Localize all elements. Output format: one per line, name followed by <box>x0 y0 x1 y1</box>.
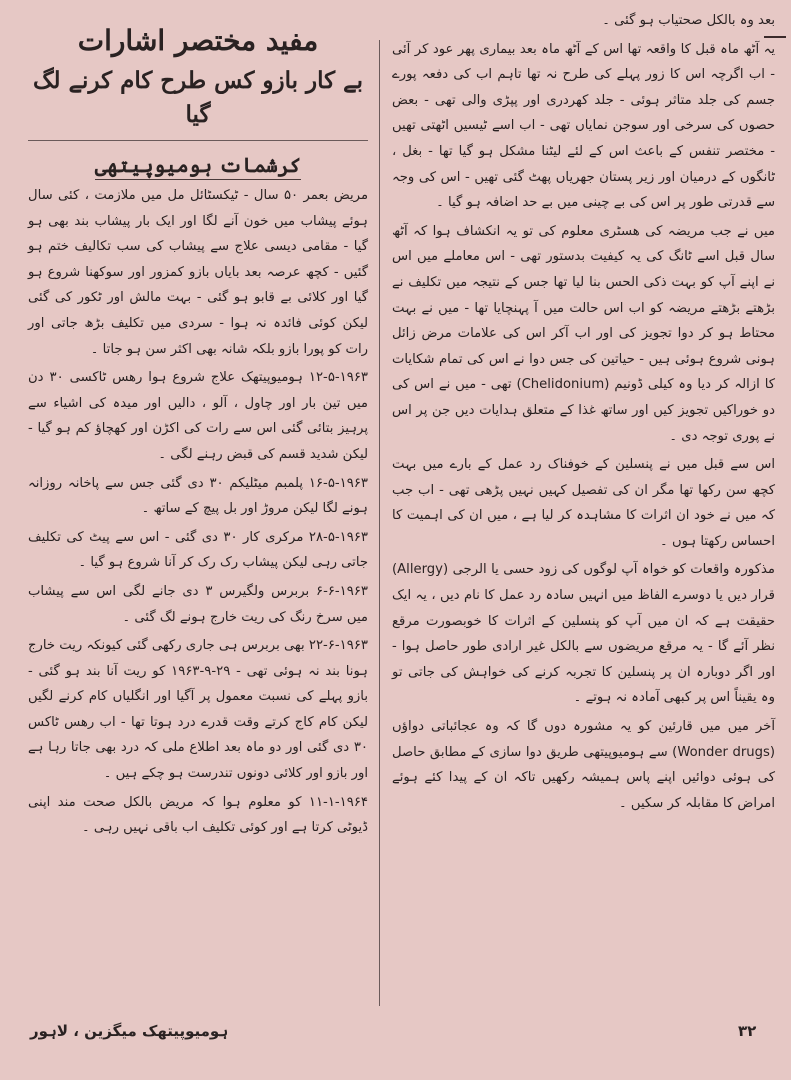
body-paragraph: مذکورہ واقعات کو خواہ آپ لوگوں کی زود حسی یا الرجی (Allergy) قرار دیں یا دوسرے الفاظ میں انہیں سادہ رد عمل کا نام دیں ، یہ ایک حقیقت ہے کہ ان میں آپ کو پنسلین کے اثرات کا خوبصورت مرقع نظر آئے گا - یہ مرقع مریضوں سے بالکل غیر ارادی طور حاصل ہوا - اور اگر دوبارہ ان پر پنسلین کا تجربہ کرنے کی خواہش کی جاتی تو وہ یقیناً اس پر کبھی آمادہ نہ ہوتے ۔ <box>392 562 775 706</box>
body-paragraph: آخر میں میں قارئین کو یہ مشورہ دوں گا کہ وہ عجائباتی دواؤں (Wonder drugs) سے ہومیوپیتھی طریق دوا سازی کے مطابق حاصل کی ہوئی دوائیں اپنے پاس ہمیشہ رکھیں تاکہ ان کے پیدا کئے ہوئے امراض کا مقابلہ کر سکیں ۔ <box>392 719 775 811</box>
case-paragraph: ۶-۶-۱۹۶۳ بربرس ولگیرس ۳ دی جانے لگی اس سے پیشاب میں سرخ رنگ کی ریت خارج ہونے لگ گئی ۔ <box>28 583 369 625</box>
right-column <box>392 8 775 819</box>
page-number: ۳۲ <box>738 1022 757 1040</box>
body-paragraph: یہ آٹھ ماہ قبل کا واقعہ تھا اس کے آٹھ ماہ بعد بیماری پھر عود کر آئی - اب اگرچہ اس کا زور پہلے کی طرح نہ تھا تاہم اب کی دفعہ پورے جسم کی جلد متاثر ہوئی - جلد کھردری اور پپڑی والی تھی - بعض حصوں کی سرخی اور سوجن نمایاں تھی - اب اسے ٹیسیں اٹھتی تھیں - مختصر تنفس کے باعث اس کے لئے لیٹنا مشکل ہو گیا تھا - بغل ، ٹانگوں کے درمیان اور زیر پستان جھریاں پھٹ گئی تھیں - اس کی وجہ سے قدرتی طور پر اس کی بے چینی میں بے حد اضافہ ہو گیا ۔ <box>392 41 775 211</box>
left-column <box>28 24 368 844</box>
title-divider <box>28 140 368 141</box>
section-heading <box>28 151 368 179</box>
section-heading-text: کرشمات ہومیوپیتھی <box>95 153 301 180</box>
case-paragraph: ۲۸-۵-۱۹۶۳ مرکری کار ۳۰ دی گئی - اس سے پیٹ کی تکلیف جاتی رہی لیکن پیشاب رک رک کر آنا شروع ہو گیا ۔ <box>28 529 368 571</box>
body-paragraph: اس سے قبل میں نے پنسلین کے خوفناک رد عمل کے بارے میں بہت کچھ سن رکھا تھا مگر ان کی تفصیل کہیں نہیں پڑھی تھی - اب جب کہ میں نے خود ان اثرات کا مشاہدہ کر لیا ہے ، میں ان کی اہمیت کا احساس رکھتا ہوں ۔ <box>392 457 775 549</box>
case-paragraph: مریض بعمر ۵۰ سال - ٹیکسٹائل مل میں ملازمت ، کئی سال ہوئے پیشاب میں خون آنے لگا اور ایک بار پیشاب بند بھی ہو گیا - مقامی دیسی علاج سے پیشاب کی سب تکالیف ختم ہو گئیں - کچھ عرصہ بعد بایاں بازو کمزور اور سوکھنا شروع ہو گیا اور کلائی بے قابو ہو گئی - بہت مالش اور ٹکور کی گئی لیکن کوئی فائدہ نہ ہوا - سردی میں تکلیف بڑھ جاتی اور رات کو پورا بازو بلکہ شانہ بھی اکثر سن ہو جاتا ۔ <box>28 188 369 357</box>
body-paragraph: میں نے جب مریضہ کی ھسٹری معلوم کی تو یہ انکشاف ہوا کہ آٹھ سال قبل اسے ٹانگ کی یہ کیفیت بدستور تھی - اس معاملے میں اس نے اپنے آپ کو بہت ذکی الحس بنا لیا تھا جس کے نتیجہ میں تکلیف نے بڑھتے بڑھتے مریضہ کو اب اس حالت میں آ پہنچایا تھا - میں نے بہت محتاط ہو کر دوا تجویز کی اور اب آکر اس کی علامات مرض زائل ہونی شروع ہوئی ہیں - حیاتین کی جس دوا نے اس کی تمام شکایات کا ازالہ کر دیا وہ کیلی ڈونیم (Chelidonium) تھی - میں نے اس کی دو خوراکیں تجویز کیں اور ساتھ غذا کے متعلق ہدایات دیں جن پر اس نے پوری توجہ دی ۔ <box>392 223 775 444</box>
case-paragraph: ۲۲-۶-۱۹۶۳ بھی بربرس ہی جاری رکھی گئی کیونکہ ریت خارج ہونا بند نہ ہوئی تھی - ۲۹-۹-۱۹۶۳ کو ریت آنا بند ہو گئی - بازو پہلے کی نسبت معمول پر آگیا اور انگلیاں کام کرنے لگیں لیکن کام کاج کرتے وقت قدرے درد ہوتا تھا - اب رھس ٹاکس ۳۰ دی گئی اور دو ماہ بعد اطلاع ملی کہ درد بھی جاتا رہا ہے اور بازو اور کلائی دونوں تندرست ہو چکے ہیں ۔ <box>28 638 368 782</box>
footer-publication: ہومیوپیتھک میگزین ، لاہور <box>30 1022 229 1040</box>
article-title: مفید مختصر اشارات <box>77 24 319 57</box>
article-subtitle: بے کار بازو کس طرح کام کرنے لگ گیا <box>32 67 364 128</box>
case-paragraph: ۱۱-۱-۱۹۶۴ کو معلوم ہوا کہ مریض بالکل صحت مند اپنی ڈیوٹی کرتا ہے اور کوئی تکلیف اب باقی نہیں رہی ۔ <box>28 794 368 836</box>
case-paragraph: ۱۶-۵-۱۹۶۳ پلمبم میٹلیکم ۳۰ دی گئی جس سے پاخانہ روزانہ ہونے لگا لیکن مروڑ اور بل پیچ کے ساتھ ۔ <box>28 475 368 517</box>
case-paragraph: ۱۲-۵-۱۹۶۳ ہومیوپیتھک علاج شروع ہوا رھس ٹاکسی ۳۰ دن میں تین بار اور چاول ، آلو ، دالیں اور میدہ کی اشیاء سے پرہیز بتائی گئی اس سے رات کی اکڑن اور کھچاؤ کم ہو گیا - لیکن شدید قسم کی قبض رہنے لگی ۔ <box>28 370 368 462</box>
body-paragraph: بعد وہ بالکل صحتیاب ہو گئی ۔ <box>602 13 775 28</box>
column-divider <box>379 40 380 1006</box>
